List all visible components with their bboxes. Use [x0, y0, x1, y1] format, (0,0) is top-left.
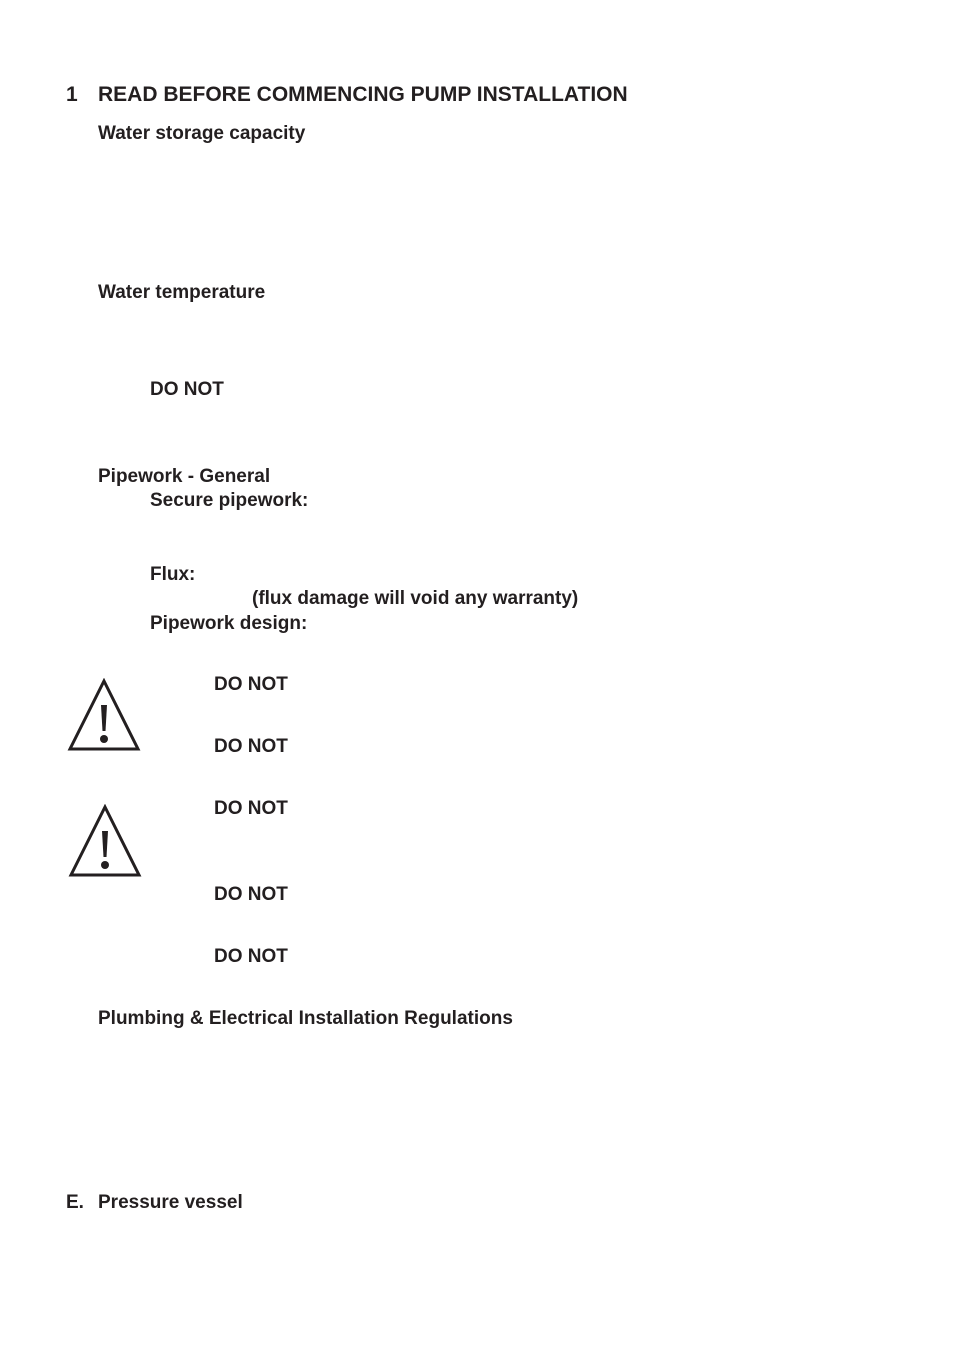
water-temperature-heading: Water temperature	[98, 282, 266, 303]
pipework-design-label: Pipework design:	[150, 613, 308, 634]
secure-pipework-label: Secure pipework:	[150, 490, 309, 511]
water-temperature-do-not: DO NOT	[150, 379, 224, 400]
warning-do-not-1: DO NOT	[214, 674, 288, 695]
warning-do-not-2: DO NOT	[214, 736, 288, 757]
warning-do-not-4: DO NOT	[214, 884, 288, 905]
warning-triangle-icon	[67, 678, 141, 752]
section-title: READ BEFORE COMMENCING PUMP INSTALLATION	[98, 83, 628, 106]
pressure-vessel-heading: Pressure vessel	[98, 1192, 243, 1213]
water-storage-heading: Water storage capacity	[98, 123, 306, 144]
pipework-general-heading: Pipework - General	[98, 466, 271, 487]
warning-do-not-5: DO NOT	[214, 946, 288, 967]
warning-triangle-icon	[68, 804, 142, 878]
flux-note: (flux damage will void any warranty)	[252, 588, 579, 609]
pressure-vessel-letter: E.	[66, 1192, 84, 1213]
regulations-heading: Plumbing & Electrical Installation Regulations	[98, 1008, 513, 1029]
section-number: 1	[66, 83, 78, 106]
warning-do-not-3: DO NOT	[214, 798, 288, 819]
flux-label: Flux:	[150, 564, 196, 585]
